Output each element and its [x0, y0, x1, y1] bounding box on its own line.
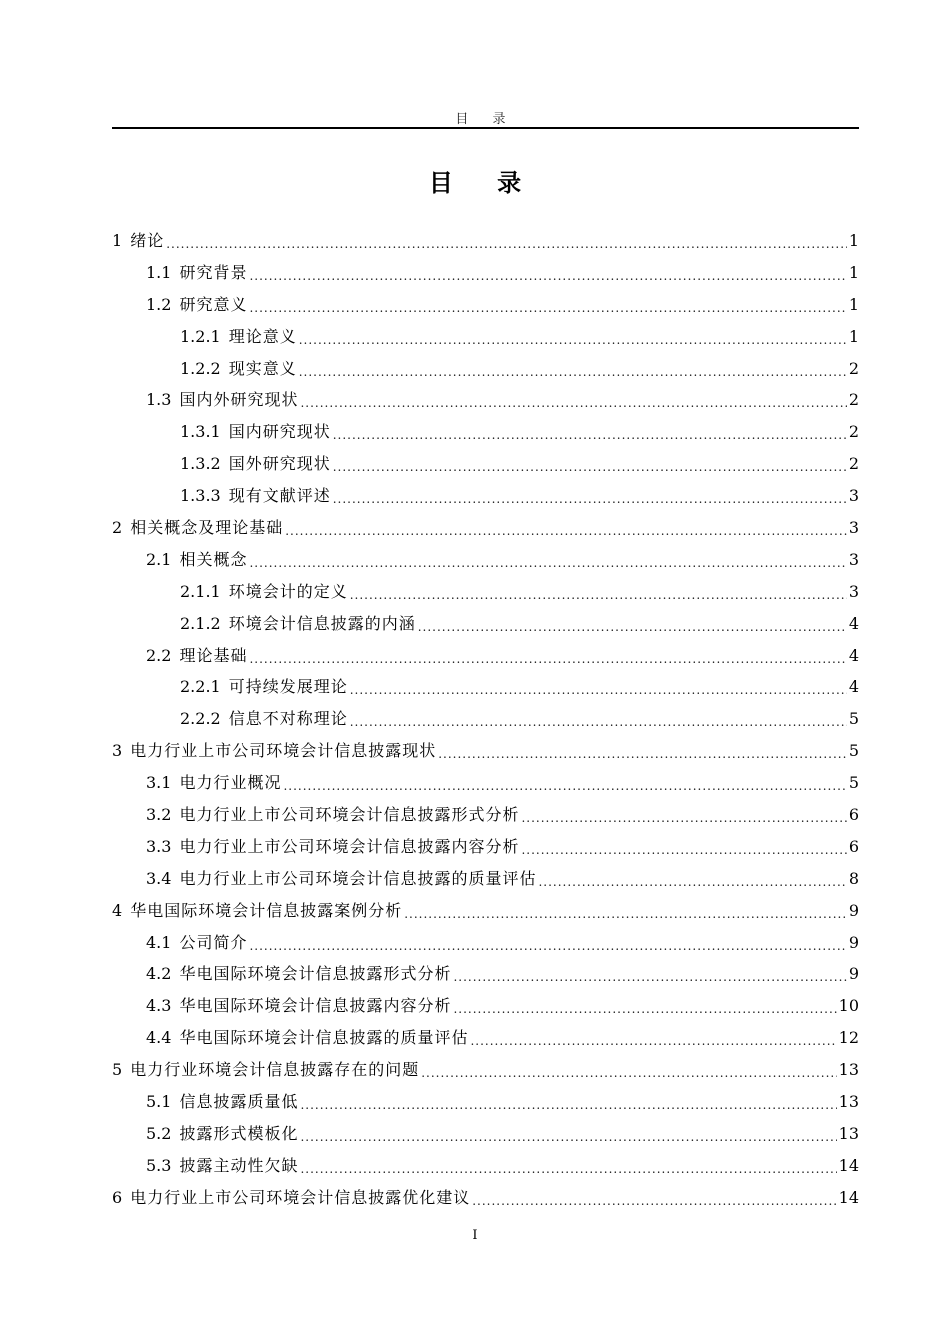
toc-entry-number: 2.2 — [146, 645, 172, 665]
toc-entry[interactable] — [112, 416, 859, 448]
dot-leader — [300, 1159, 836, 1179]
toc-entry-number: 5.2 — [146, 1123, 172, 1143]
toc-entry[interactable] — [112, 863, 859, 895]
toc-entry-number: 1.1 — [146, 262, 172, 282]
toc-entry-label: 华电国际环境会计信息披露内容分析 — [179, 996, 452, 1016]
dot-leader — [249, 553, 846, 573]
toc-entry-number: 2.2.2 — [180, 709, 221, 729]
toc-entry-label: 电力行业上市公司环境会计信息披露优化建议 — [130, 1187, 471, 1207]
toc-entry[interactable] — [112, 799, 859, 831]
toc-entry-page: 13 — [838, 1091, 859, 1111]
toc-entry-label: 国内研究现状 — [228, 422, 331, 442]
toc-entry-label: 信息披露质量低 — [179, 1091, 299, 1111]
toc-entry-label: 电力行业上市公司环境会计信息披露形式分析 — [179, 804, 520, 824]
toc-entry-number: 2.2.1 — [180, 677, 221, 697]
toc-entry-label: 现实意义 — [228, 358, 297, 378]
page-number: I — [472, 1228, 478, 1243]
toc-entry-number: 2.1.1 — [180, 581, 221, 601]
toc-entry[interactable] — [112, 703, 859, 735]
toc-entry[interactable] — [112, 927, 859, 959]
toc-entry-page: 5 — [848, 709, 859, 729]
toc-entry-page: 14 — [838, 1155, 859, 1175]
toc-entry[interactable] — [112, 1086, 859, 1118]
toc-entry-number: 1.3.2 — [180, 454, 221, 474]
toc-entry[interactable] — [112, 1054, 859, 1086]
dot-leader — [283, 776, 846, 796]
toc-entry-label: 理论基础 — [179, 645, 248, 665]
dot-leader — [300, 393, 846, 413]
toc-entry-page: 9 — [848, 932, 859, 952]
toc-entry-number: 4.1 — [146, 932, 172, 952]
toc-entry[interactable] — [112, 289, 859, 321]
dot-leader — [166, 234, 847, 254]
toc-entry-page: 3 — [848, 549, 859, 569]
dot-leader — [521, 840, 846, 860]
toc-entry-number: 3.3 — [146, 836, 172, 856]
toc-entry-label: 电力行业上市公司环境会计信息披露内容分析 — [179, 836, 520, 856]
dot-leader — [421, 1063, 836, 1083]
toc-entry-label: 绪论 — [130, 230, 165, 250]
toc-entry-label: 国外研究现状 — [228, 454, 331, 474]
toc-entry-label: 电力行业上市公司环境会计信息披露的质量评估 — [179, 868, 537, 888]
toc-entry-label: 可持续发展理论 — [228, 677, 348, 697]
toc-entry[interactable] — [112, 512, 859, 544]
toc-entry[interactable] — [112, 480, 859, 512]
dot-leader — [418, 617, 847, 637]
toc-entry-label: 现有文献评述 — [228, 486, 331, 506]
toc-entry-number: 4.4 — [146, 1028, 172, 1048]
toc-entry-number: 1.3.1 — [180, 422, 221, 442]
running-header: 目 录 — [455, 112, 516, 127]
toc-entry[interactable] — [112, 1022, 859, 1054]
toc-entry-number: 2.1.2 — [180, 613, 221, 633]
toc-entry-label: 相关概念及理论基础 — [130, 517, 284, 537]
toc-entry-page: 9 — [848, 900, 859, 920]
dot-leader — [249, 266, 846, 286]
page-title: 目 录 — [428, 169, 540, 197]
toc-entry-page: 8 — [848, 868, 859, 888]
toc-entry[interactable] — [112, 321, 859, 353]
toc-entry-page: 4 — [848, 613, 859, 633]
toc-entry-page: 5 — [848, 741, 859, 761]
toc-entry-label: 华电国际环境会计信息披露案例分析 — [130, 900, 403, 920]
toc-entry[interactable] — [112, 990, 859, 1022]
dot-leader — [453, 967, 846, 987]
toc-entry-page: 6 — [848, 804, 859, 824]
toc-entry-page: 1 — [848, 294, 859, 314]
toc-entry[interactable] — [112, 958, 859, 990]
dot-leader — [333, 457, 847, 477]
toc-entry-label: 披露主动性欠缺 — [179, 1155, 299, 1175]
toc-entry-number: 1 — [112, 230, 123, 250]
toc-entry[interactable] — [112, 576, 859, 608]
dot-leader — [285, 521, 847, 541]
toc-entry-page: 3 — [848, 486, 859, 506]
toc-entry[interactable] — [112, 353, 859, 385]
toc-entry-page: 2 — [848, 422, 859, 442]
dot-leader — [470, 1031, 836, 1051]
dot-leader — [521, 808, 846, 828]
toc-entry-label: 披露形式模板化 — [179, 1123, 299, 1143]
toc-entry[interactable] — [112, 831, 859, 863]
toc-entry-number: 2 — [112, 517, 123, 537]
toc-entry-label: 国内外研究现状 — [179, 390, 299, 410]
toc-entry-page: 13 — [838, 1123, 859, 1143]
dot-leader — [538, 872, 846, 892]
toc-entry-number: 3.4 — [146, 868, 172, 888]
toc-entry-number: 4.2 — [146, 964, 172, 984]
toc-entry-page: 10 — [838, 996, 859, 1016]
toc-entry-label: 研究背景 — [179, 262, 248, 282]
toc-entry-page: 14 — [838, 1187, 859, 1207]
table-of-contents — [112, 225, 859, 1214]
dot-leader — [472, 1191, 836, 1211]
toc-entry-label: 研究意义 — [179, 294, 248, 314]
toc-entry-label: 理论意义 — [228, 326, 297, 346]
toc-entry[interactable] — [112, 448, 859, 480]
dot-leader — [300, 1095, 836, 1115]
toc-entry-number: 6 — [112, 1187, 123, 1207]
dot-leader — [453, 999, 836, 1019]
toc-entry-page: 4 — [848, 645, 859, 665]
dot-leader — [350, 680, 847, 700]
toc-entry[interactable] — [112, 735, 859, 767]
toc-entry-page: 5 — [848, 773, 859, 793]
dot-leader — [333, 489, 847, 509]
toc-entry-page: 12 — [838, 1028, 859, 1048]
toc-entry-label: 相关概念 — [179, 549, 248, 569]
toc-entry-page: 3 — [848, 517, 859, 537]
dot-leader — [438, 744, 847, 764]
toc-entry-page: 1 — [848, 262, 859, 282]
toc-entry-number: 5 — [112, 1060, 123, 1080]
toc-entry-label: 环境会计信息披露的内涵 — [228, 613, 416, 633]
dot-leader — [333, 425, 847, 445]
toc-entry-label: 华电国际环境会计信息披露形式分析 — [179, 964, 452, 984]
toc-entry-label: 电力行业上市公司环境会计信息披露现状 — [130, 741, 437, 761]
toc-entry-number: 4.3 — [146, 996, 172, 1016]
toc-entry-number: 5.1 — [146, 1091, 172, 1111]
toc-entry[interactable] — [112, 257, 859, 289]
toc-entry-label: 华电国际环境会计信息披露的质量评估 — [179, 1028, 469, 1048]
toc-entry-number: 1.3 — [146, 390, 172, 410]
dot-leader — [299, 330, 847, 350]
toc-entry[interactable] — [112, 767, 859, 799]
toc-entry[interactable] — [112, 608, 859, 640]
toc-entry-number: 3.2 — [146, 804, 172, 824]
toc-entry-number: 1.2 — [146, 294, 172, 314]
toc-entry-number: 4 — [112, 900, 123, 920]
dot-leader — [350, 585, 847, 605]
toc-entry-page: 13 — [838, 1060, 859, 1080]
toc-entry[interactable] — [112, 640, 859, 672]
toc-entry[interactable] — [112, 544, 859, 576]
toc-entry[interactable] — [112, 1150, 859, 1182]
toc-entry-page: 4 — [848, 677, 859, 697]
toc-entry[interactable] — [112, 225, 859, 257]
dot-leader — [299, 362, 847, 382]
toc-entry[interactable] — [112, 1118, 859, 1150]
toc-entry-label: 公司简介 — [179, 932, 248, 952]
toc-entry-number: 5.3 — [146, 1155, 172, 1175]
toc-entry-page: 6 — [848, 836, 859, 856]
dot-leader — [350, 712, 847, 732]
toc-entry-label: 电力行业环境会计信息披露存在的问题 — [130, 1060, 420, 1080]
toc-entry-page: 9 — [848, 964, 859, 984]
toc-entry[interactable] — [112, 671, 859, 703]
dot-leader — [300, 1127, 836, 1147]
toc-entry[interactable] — [112, 895, 859, 927]
dot-leader — [249, 936, 846, 956]
toc-entry-label: 电力行业概况 — [179, 773, 282, 793]
toc-entry-page: 3 — [848, 581, 859, 601]
toc-entry[interactable] — [112, 384, 859, 416]
toc-entry-label: 环境会计的定义 — [228, 581, 348, 601]
dot-leader — [249, 649, 846, 669]
toc-entry-label: 信息不对称理论 — [228, 709, 348, 729]
toc-entry-page: 2 — [848, 454, 859, 474]
toc-entry-number: 2.1 — [146, 549, 172, 569]
dot-leader — [404, 904, 847, 924]
toc-entry-page: 1 — [848, 326, 859, 346]
toc-entry-page: 2 — [848, 358, 859, 378]
dot-leader — [249, 298, 846, 318]
toc-entry-number: 1.2.1 — [180, 326, 221, 346]
toc-entry-page: 2 — [848, 390, 859, 410]
header-rule — [112, 127, 859, 129]
toc-entry-number: 3 — [112, 741, 123, 761]
toc-entry-number: 3.1 — [146, 773, 172, 793]
toc-entry-page: 1 — [848, 230, 859, 250]
toc-entry-number: 1.3.3 — [180, 486, 221, 506]
toc-entry[interactable] — [112, 1182, 859, 1214]
toc-entry-number: 1.2.2 — [180, 358, 221, 378]
